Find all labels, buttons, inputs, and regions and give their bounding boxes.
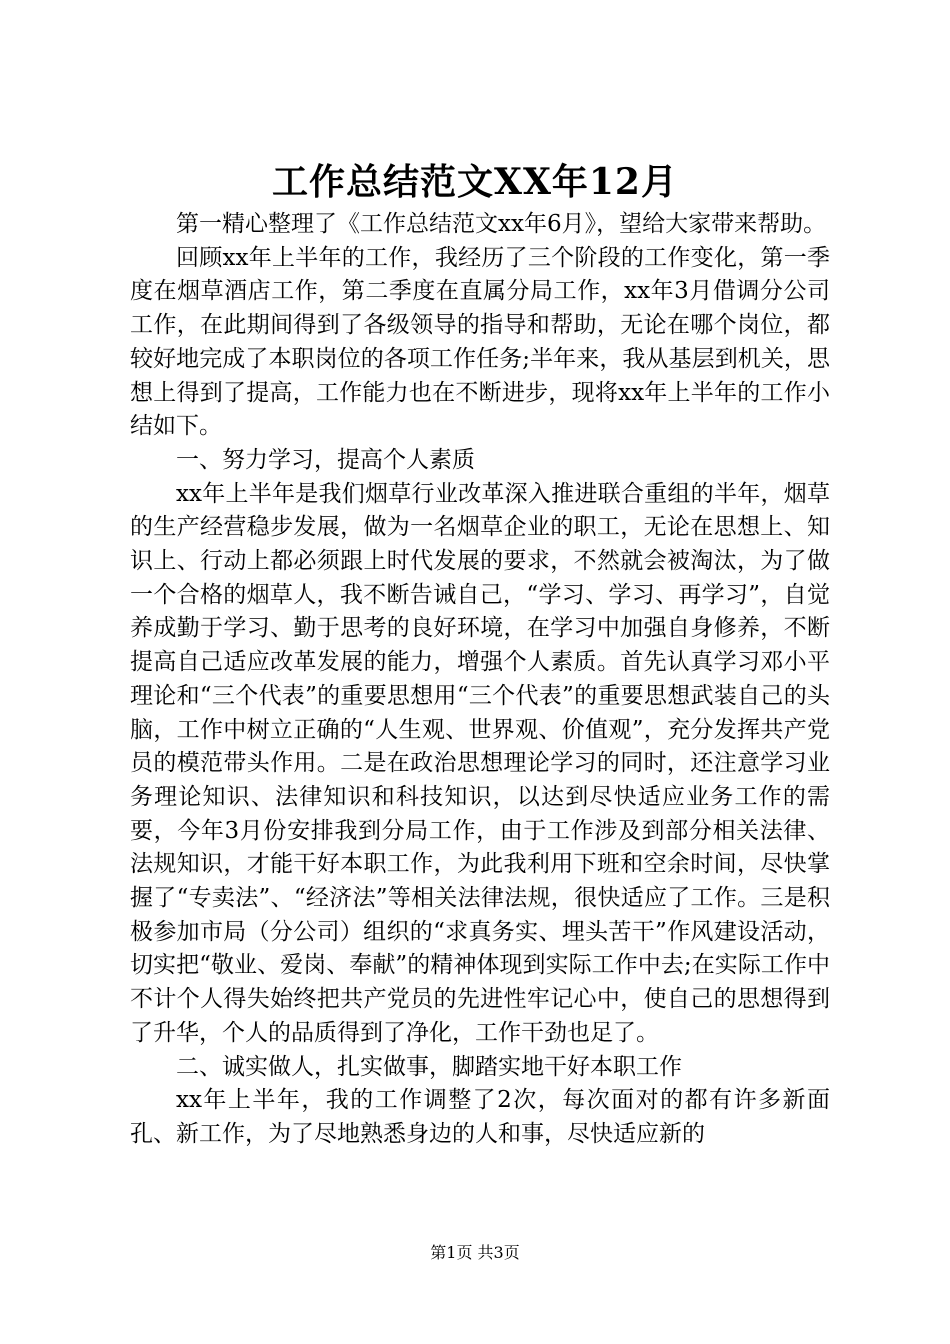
document-body — [130, 208, 830, 1152]
paragraph-study: xx年上半年是我们烟草行业改革深入推进联合重组的半年，烟草的生产经营稳步发展，做为一名烟草企业的职工，无论在思想上、知识上、行动上都必须跟上时代发展的要求，不然就会被淘汰，为了做一个合格的烟草人，我不断告诫自己，“学习、学习、再学习”，自觉养成勤于学习、勤于思考的良好环境，在学习中加强自身修养，不断提高自己适应改革发展的能力，增强个人素质。首先认真学习邓小平理论和“三个代表”的重要思想用“三个代表”的重要思想武装自己的头脑，工作中树立正确的“人生观、世界观、价值观”，充分发挥共产党员的模范带头作用。二是在政治思想理论学习的同时，还注意学习业务理论知识、法律知识和科技知识，以达到尽快适应业务工作的需要，今年3月份安排我到分局工作，由于工作涉及到部分相关法律、法规知识，才能干好本职工作，为此我利用下班和空余时间，尽快掌握了“专卖法”、“经济法”等相关法律法规，很快适应了工作。三是积极参加市局（分公司）组织的“求真务实、埋头苦干”作风建设活动，切实把“敬业、爱岗、奉献”的精神体现到实际工作中去;在实际工作中不计个人得失始终把共产党员的先进性牢记心中，使自己的思想得到了升华，个人的品质得到了净化，工作干劲也足了。 — [130, 480, 830, 1046]
paragraph-intro: 第一精心整理了《工作总结范文xx年6月》，望给大家带来帮助。 — [176, 211, 827, 237]
section-heading-1: 一、努力学习，提高个人素质 — [176, 446, 475, 473]
page-footer: 第1页 共3页 — [430, 1243, 520, 1262]
section-heading-2: 二、诚实做人，扎实做事，脚踏实地干好本职工作 — [176, 1053, 682, 1080]
document-title: 工作总结范文XX年12月 — [272, 161, 678, 203]
paragraph-work: xx年上半年，我的工作调整了2次，每次面对的都有许多新面孔、新工作，为了尽地熟悉身边的人和事，尽快适应新的 — [130, 1087, 830, 1147]
paragraph-review: 回顾xx年上半年的工作，我经历了三个阶段的工作变化，第一季度在烟草酒店工作，第二季度在直属分局工作，xx年3月借调分公司工作，在此期间得到了各级领导的指导和帮助，无论在哪个岗位，都较好地完成了本职岗位的各项工作任务;半年来，我从基层到机关，思想上得到了提高，工作能力也在不断进步，现将xx年上半年的工作小结如下。 — [130, 244, 830, 440]
